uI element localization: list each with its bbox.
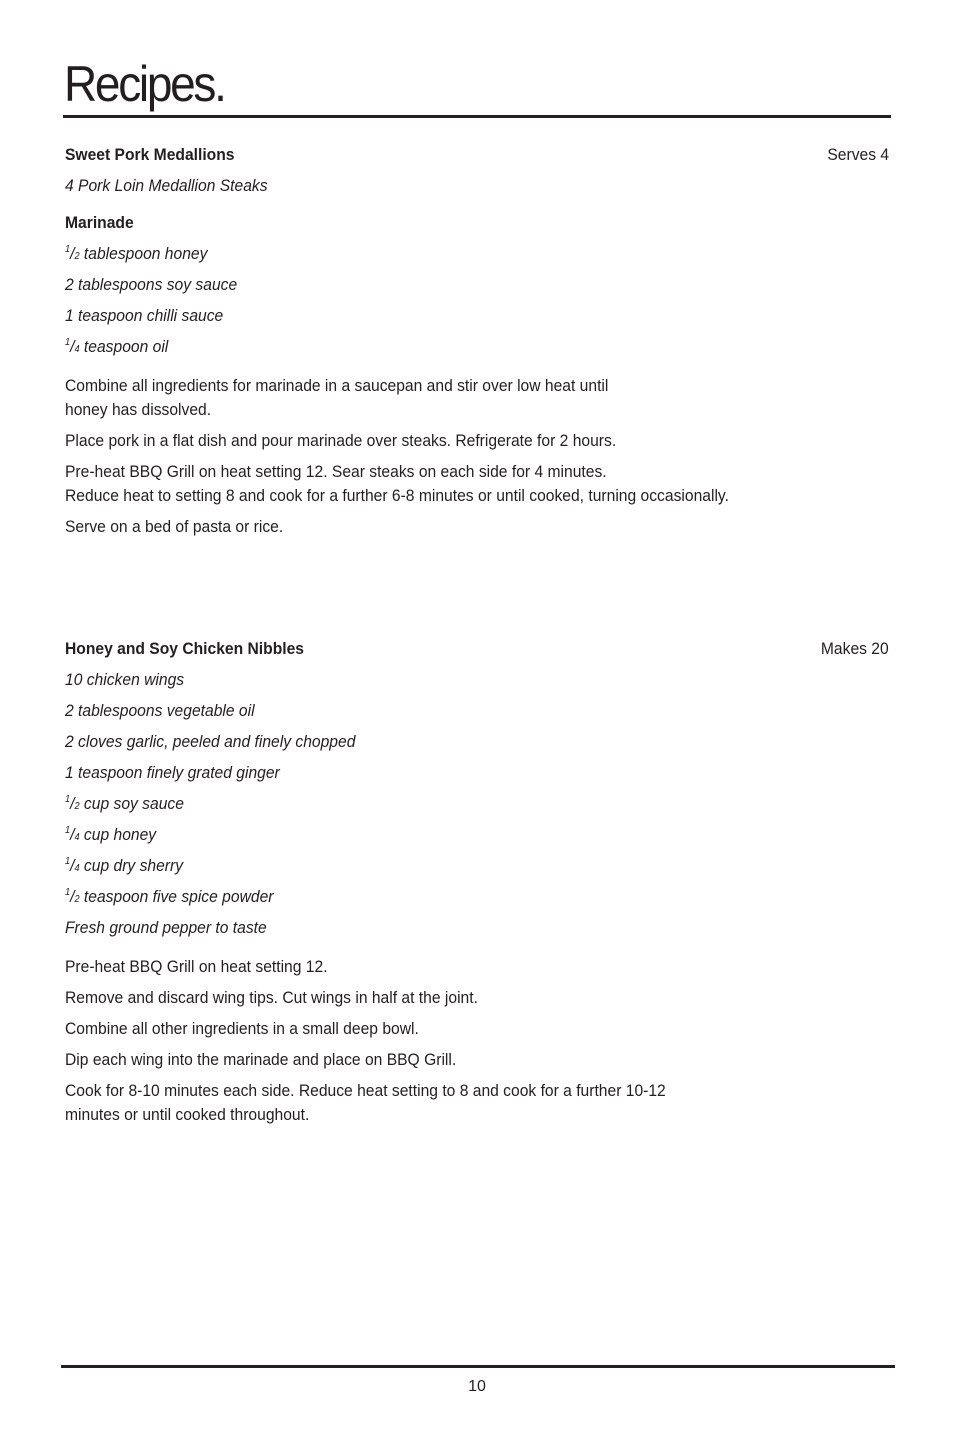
fraction-numerator: 1 <box>65 794 71 805</box>
method-step: Combine all ingredients for marinade in a saucepan and stir over low heat until honey has dissolved. <box>65 376 609 419</box>
ingredient-text: cup soy sauce <box>79 794 184 813</box>
footer-rule <box>61 1365 895 1368</box>
fraction-denominator: 2 <box>74 251 80 262</box>
ingredient-item <box>65 701 823 732</box>
method-steps <box>65 374 889 539</box>
ingredient-item <box>65 918 823 949</box>
method-step: Cook for 8-10 minutes each side. Reduce heat setting to 8 and cook for a further 10-12 minutes or until cooked throughout. <box>65 1081 666 1124</box>
ingredient-text: teaspoon five spice powder <box>79 887 274 906</box>
ingredient-text: cup dry sherry <box>79 856 184 875</box>
fraction-denominator: 4 <box>74 832 80 843</box>
ingredient-item <box>65 244 823 275</box>
fraction-slash: / <box>70 337 75 356</box>
recipe-yield: Serves 4 <box>827 145 889 164</box>
fraction-numerator: 1 <box>65 887 71 898</box>
ingredient-item <box>65 176 823 207</box>
ingredient-text: Fresh ground pepper to taste <box>65 918 267 937</box>
method-step: Place pork in a flat dish and pour marinade over steaks. Refrigerate for 2 hours. <box>65 431 617 450</box>
fraction-denominator: 4 <box>74 863 80 874</box>
fraction-slash: / <box>70 887 75 906</box>
ingredient-item <box>65 763 823 794</box>
fraction-numerator: 1 <box>65 337 71 348</box>
fraction-slash: / <box>70 825 75 844</box>
marinade-ingredient-list <box>65 244 889 368</box>
fraction-denominator: 4 <box>74 344 80 355</box>
ingredient-text: cup honey <box>79 825 157 844</box>
ingredient-text: 2 cloves garlic, peeled and finely chopped <box>65 732 356 751</box>
ingredient-text: 1 teaspoon finely grated ginger <box>65 763 280 782</box>
method-steps <box>65 955 889 1127</box>
method-step: Dip each wing into the marinade and place on BBQ Grill. <box>65 1050 457 1069</box>
title-rule <box>63 115 891 118</box>
ingredient-item <box>65 825 823 856</box>
recipe-sweet-pork-medallions <box>65 145 889 546</box>
ingredient-item <box>65 306 823 337</box>
method-step: Pre-heat BBQ Grill on heat setting 12. <box>65 957 328 976</box>
method-step: Combine all other ingredients in a small deep bowl. <box>65 1019 419 1038</box>
method-step: Serve on a bed of pasta or rice. <box>65 517 284 536</box>
ingredient-item <box>65 732 823 763</box>
method-step: Pre-heat BBQ Grill on heat setting 12. Sear steaks on each side for 4 minutes. Reduce heat to setting 8 and cook for a further 6-8 minutes or until cooked, turning occasionally. <box>65 462 729 505</box>
fraction-numerator: 1 <box>65 825 71 836</box>
ingredient-text: 4 Pork Loin Medallion Steaks <box>65 176 268 195</box>
fraction-slash: / <box>70 856 75 875</box>
ingredient-text: 1 teaspoon chilli sauce <box>65 306 224 325</box>
ingredient-text: 2 tablespoons soy sauce <box>65 275 238 294</box>
ingredient-item <box>65 275 823 306</box>
recipe-honey-soy-chicken-nibbles <box>65 639 889 1134</box>
ingredient-item <box>65 337 823 368</box>
ingredient-item <box>65 856 823 887</box>
ingredient-text: 10 chicken wings <box>65 670 185 689</box>
ingredient-list <box>65 670 889 949</box>
recipe-header <box>65 639 889 670</box>
page-number: 10 <box>468 1378 486 1395</box>
ingredient-text: tablespoon honey <box>79 244 208 263</box>
ingredient-text: 2 tablespoons vegetable oil <box>65 701 255 720</box>
fraction-numerator: 1 <box>65 244 71 255</box>
ingredient-item <box>65 887 823 918</box>
recipe-yield: Makes 20 <box>821 639 889 658</box>
page-title: Recipes. <box>64 56 225 112</box>
fraction-denominator: 2 <box>74 894 80 905</box>
marinade-heading: Marinade <box>65 213 134 232</box>
ingredient-list <box>65 176 889 207</box>
method-step: Remove and discard wing tips. Cut wings in half at the joint. <box>65 988 478 1007</box>
recipe-title: Honey and Soy Chicken Nibbles <box>65 639 304 658</box>
ingredient-text: teaspoon oil <box>79 337 169 356</box>
ingredient-item <box>65 794 823 825</box>
recipe-title: Sweet Pork Medallions <box>65 145 235 164</box>
fraction-slash: / <box>70 244 75 263</box>
fraction-slash: / <box>70 794 75 813</box>
ingredient-item <box>65 670 823 701</box>
fraction-numerator: 1 <box>65 856 71 867</box>
fraction-denominator: 2 <box>74 801 80 812</box>
recipe-header <box>65 145 889 176</box>
